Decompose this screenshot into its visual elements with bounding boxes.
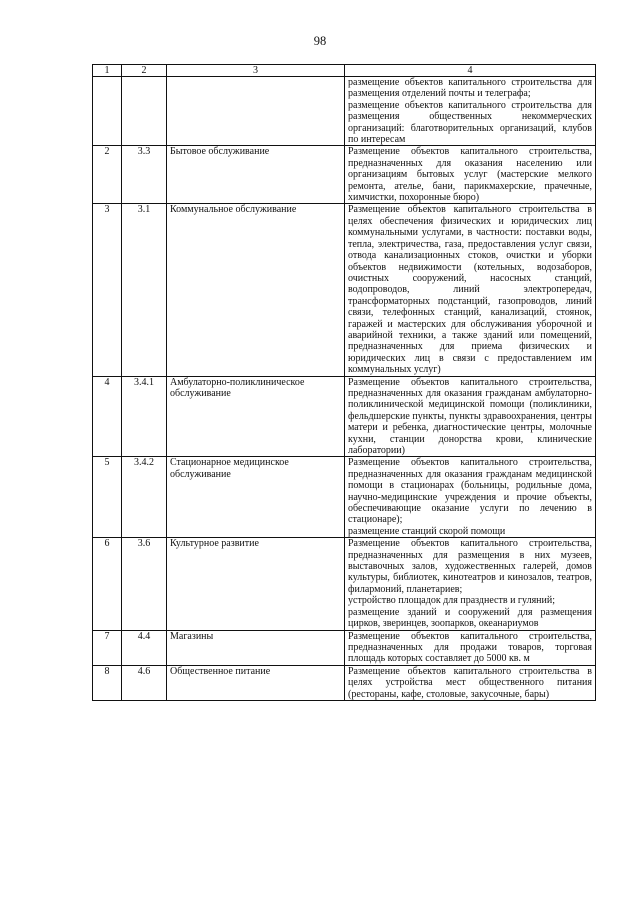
use-name-cell: Магазины <box>167 630 345 665</box>
page-number: 98 <box>313 34 327 48</box>
table-row <box>93 630 596 665</box>
description-paragraph: Размещение объектов капитального строительства, предназначенных для продажи товаров, торговая площадь которых составляет до 5000 кв. м <box>348 630 592 665</box>
use-description-cell <box>345 77 596 146</box>
use-name-cell: Общественное питание <box>167 665 345 700</box>
use-description-cell <box>345 376 596 457</box>
table-row <box>93 665 596 700</box>
row-number-cell: 6 <box>93 538 122 630</box>
description-paragraph: размещение объектов капитального строительства для размещения общественных некоммерческих организаций: благотворительных организаций, клубов по интересам <box>348 99 592 146</box>
use-description-cell <box>345 538 596 630</box>
use-name-cell: Коммунальное обслуживание <box>167 204 345 376</box>
description-paragraph: Размещение объектов капитального строительства, предназначенных для оказания гражданам амбулаторно-поликлинической медицинской помощи (поликлиники, фельдшерские пункты, пункты здравоохранения, центры матери и ребенка, диагностические центры, молочные кухни, станции донорства крови, клинические лаборатории) <box>348 376 592 456</box>
table-row <box>93 376 596 457</box>
table-row <box>93 77 596 146</box>
description-paragraph: Размещение объектов капитального строительства, предназначенных для размещения в них музеев, выставочных залов, художественных галерей, домов культуры, библиотек, кинотеатров и кинозалов, театров, филармоний, планетариев; <box>348 538 592 595</box>
use-description-cell <box>345 665 596 700</box>
header-row <box>93 65 596 77</box>
column-header: 2 <box>122 65 167 77</box>
use-code-cell: 3.3 <box>122 146 167 204</box>
use-name-cell: Культурное развитие <box>167 538 345 630</box>
use-code-cell: 3.6 <box>122 538 167 630</box>
description-paragraph: размещение зданий и сооружений для размещения цирков, зверинцев, зоопарков, океанариумов <box>348 606 592 630</box>
description-paragraph: устройство площадок для празднеств и гуляний; <box>348 595 556 607</box>
row-number-cell: 3 <box>93 204 122 376</box>
row-number-cell: 8 <box>93 665 122 700</box>
use-code-cell: 3.1 <box>122 204 167 376</box>
description-paragraph: размещение объектов капитального строительства для размещения отделений почты и телеграфа; <box>348 77 592 100</box>
table-row <box>93 146 596 204</box>
row-number-cell: 4 <box>93 376 122 457</box>
table-row <box>93 457 596 538</box>
use-description-cell <box>345 204 596 376</box>
table-row <box>93 204 596 376</box>
use-code-cell: 3.4.2 <box>122 457 167 538</box>
use-code-cell: 4.6 <box>122 665 167 700</box>
use-code-cell: 3.4.1 <box>122 376 167 457</box>
description-paragraph: Размещение объектов капитального строительства, предназначенных для оказания гражданам медицинской помощи в стационарах (больницы, родильные дома, научно-медицинские учреждения и прочие объекты, обеспечивающие оказание услуги по лечению в стационаре); <box>348 457 592 526</box>
row-number-cell: 2 <box>93 146 122 204</box>
column-header: 3 <box>167 65 345 77</box>
row-number-cell <box>93 77 122 146</box>
description-paragraph: размещение станций скорой помощи <box>348 525 506 537</box>
use-name-cell: Бытовое обслуживание <box>167 146 345 204</box>
land-use-table <box>92 64 596 701</box>
use-description-cell <box>345 146 596 204</box>
use-code-cell: 4.4 <box>122 630 167 665</box>
use-name-cell: Амбулаторно-поликлиническое обслуживание <box>167 376 345 457</box>
column-header: 1 <box>93 65 122 77</box>
description-paragraph: Размещение объектов капитального строительства в целях обеспечения физических и юридических лиц коммунальными услугами, в частности: поставки воды, тепла, электричества, газа, предоставления услуг связи, отвода канализационных стоков, очистки и уборки объектов недвижимости (котельных, водозаборов, очистных сооружений, насосных станций, водопроводов, линий электропередач, трансформаторных подстанций, газопроводов, линий связи, телефонных станций, канализаций, стоянок, гаражей и мастерских для обслуживания уборочной и аварийной техники, а также зданий или помещений, предназначенных для приема физических и юридических лиц в связи с предоставлением им коммунальных услуг) <box>348 204 592 376</box>
use-code-cell <box>122 77 167 146</box>
use-name-cell: Стационарное медицинское обслуживание <box>167 457 345 538</box>
description-paragraph: Размещение объектов капитального строительства в целях устройства мест общественного питания (рестораны, кафе, столовые, закусочные, бары) <box>348 665 592 700</box>
row-number-cell: 7 <box>93 630 122 665</box>
description-paragraph: Размещение объектов капитального строительства, предназначенных для оказания населению или организациям бытовых услуг (мастерские мелкого ремонта, ателье, бани, парикмахерские, прачечные, химчистки, похоронные бюро) <box>348 146 592 204</box>
use-description-cell <box>345 630 596 665</box>
table-row <box>93 538 596 630</box>
column-header: 4 <box>345 65 596 77</box>
row-number-cell: 5 <box>93 457 122 538</box>
use-description-cell <box>345 457 596 538</box>
use-name-cell <box>167 77 345 146</box>
table-body <box>93 77 596 701</box>
